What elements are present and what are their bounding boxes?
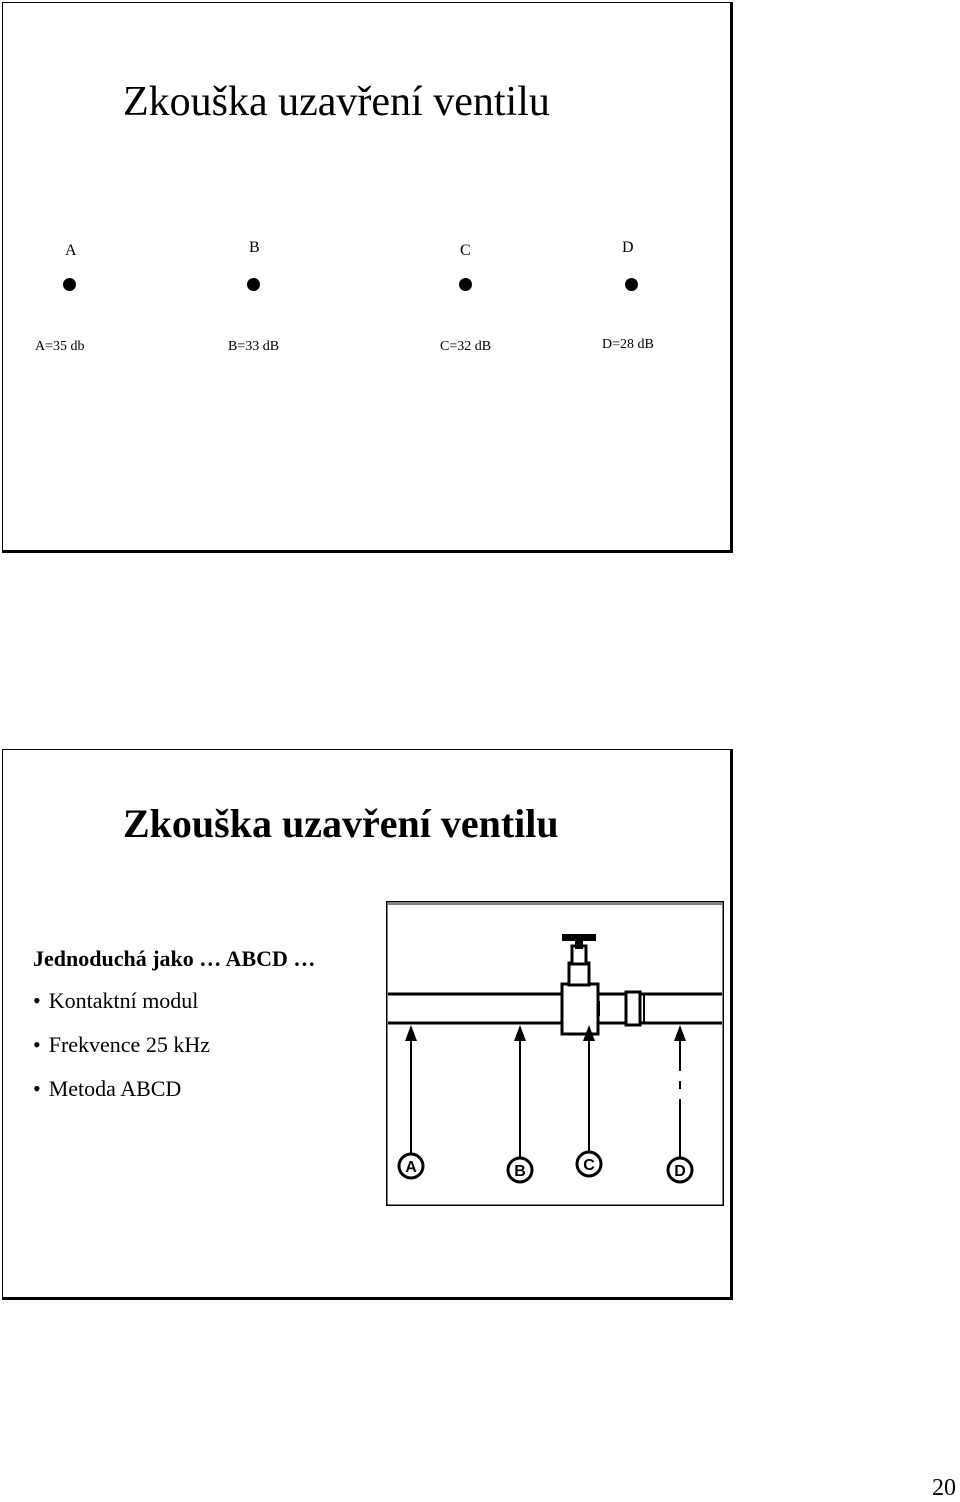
point-label-d: D: [622, 239, 634, 256]
slide-2: [2, 749, 733, 1300]
point-marker-b: [247, 278, 260, 291]
bullet-list: [33, 988, 210, 1120]
probe-label-d: D: [674, 1163, 686, 1180]
point-label-a: A: [65, 242, 77, 259]
point-value-d: D=28 dB: [602, 337, 654, 352]
point-value-a: A=35 db: [35, 339, 85, 354]
probe-label-b: B: [514, 1163, 526, 1180]
bullet-item: • Metoda ABCD: [33, 1076, 210, 1120]
probe-label-c: C: [583, 1157, 595, 1174]
page-number: 20: [932, 1475, 956, 1501]
slide-1: [2, 2, 733, 553]
valve-pipe-diagram: [386, 901, 724, 1206]
lead-text: Jednoduchá jako … ABCD …: [33, 946, 316, 971]
point-label-c: C: [460, 242, 471, 259]
slide-2-title: Zkouška uzavření ventilu: [123, 801, 559, 846]
point-marker-a: [63, 278, 76, 291]
probe-label-a: A: [405, 1159, 417, 1176]
point-value-b: B=33 dB: [228, 339, 280, 354]
bullet-item: • Frekvence 25 kHz: [33, 1032, 210, 1076]
point-label-b: B: [249, 239, 260, 256]
bullet-item: • Kontaktní modul: [33, 988, 210, 1032]
slide-1-title: Zkouška uzavření ventilu: [123, 79, 550, 125]
point-marker-d: [625, 278, 638, 291]
point-value-c: C=32 dB: [440, 339, 492, 354]
point-marker-c: [459, 278, 472, 291]
